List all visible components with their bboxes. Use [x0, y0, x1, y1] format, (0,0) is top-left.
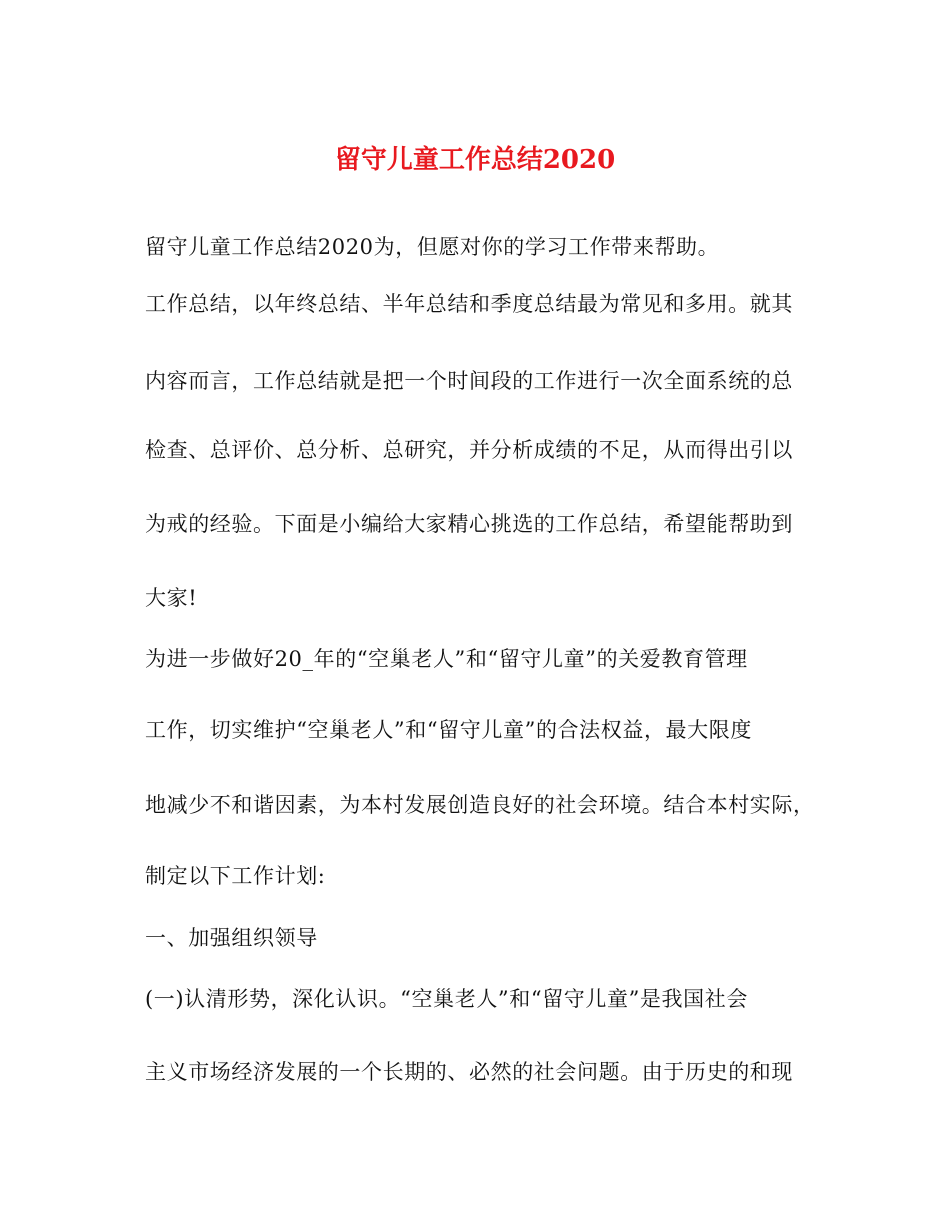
- paragraph-line: (一)认清形势，深化认识。“空巢老人”和“留守儿童”是我国社会: [145, 987, 748, 1011]
- paragraph-line: 工作总结，以年终总结、半年总结和季度总结最为常见和多用。就其: [145, 292, 793, 316]
- paragraph-line: 主义市场经济发展的一个长期的、必然的社会问题。由于历史的和现: [145, 1060, 793, 1084]
- paragraph-line: 内容而言，工作总结就是把一个时间段的工作进行一次全面系统的总: [145, 369, 793, 393]
- paragraph-line: 检查、总评价、总分析、总研究，并分析成绩的不足，从而得出引以: [145, 438, 793, 462]
- paragraph-line: 为进一步做好20_年的“空巢老人”和“留守儿童”的关爱教育管理: [145, 647, 748, 671]
- paragraph-line: 大家!: [145, 586, 198, 610]
- paragraph-line: 为戒的经验。下面是小编给大家精心挑选的工作总结，希望能帮助到: [145, 512, 793, 536]
- paragraph-line: 工作，切实维护“空巢老人”和“留守儿童”的合法权益，最大限度: [145, 718, 752, 742]
- paragraph-line: 地减少不和谐因素，为本村发展创造良好的社会环境。结合本村实际，: [145, 793, 815, 817]
- paragraph-line: 制定以下工作计划:: [145, 864, 326, 888]
- document-title: 留守儿童工作总结2020: [334, 145, 616, 175]
- paragraph-line: 留守儿童工作总结2020为，但愿对你的学习工作带来帮助。: [145, 235, 720, 259]
- section-heading: 一、加强组织领导: [145, 926, 318, 950]
